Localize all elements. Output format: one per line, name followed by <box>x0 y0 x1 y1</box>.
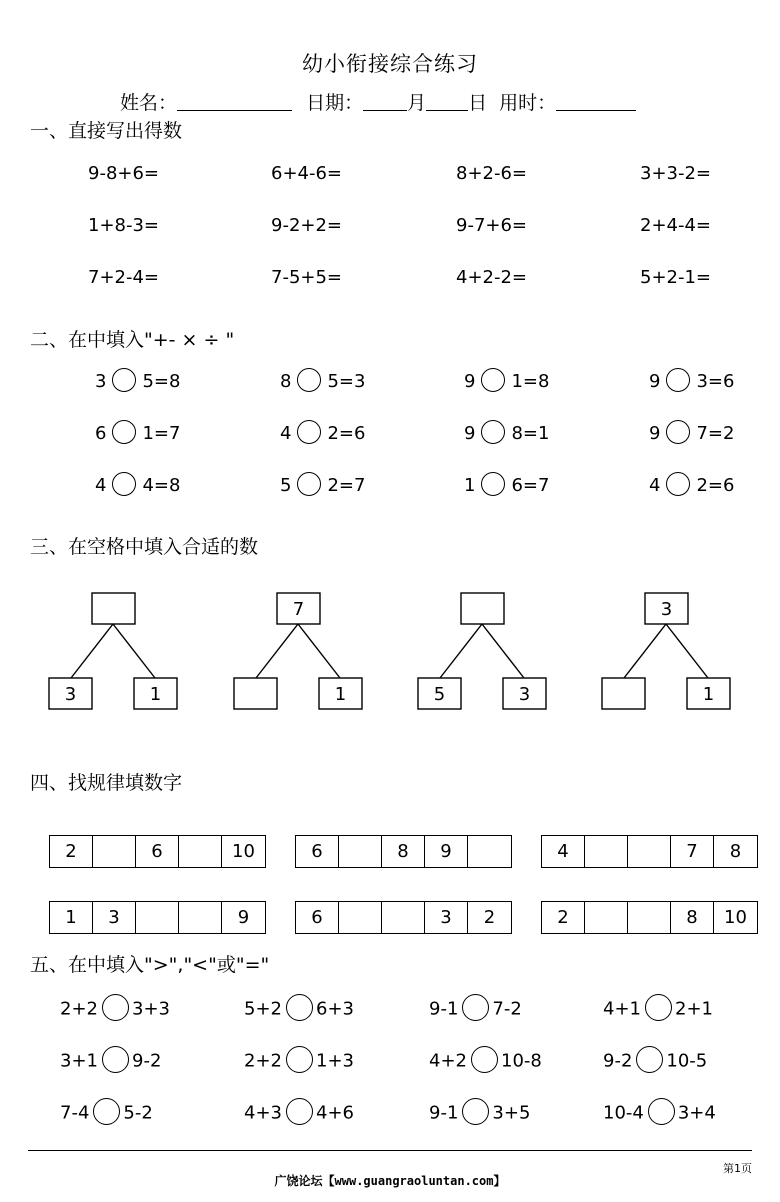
tree-number-top: 7 <box>292 599 305 620</box>
comparison-problem <box>244 996 354 1023</box>
operator-blank-circle[interactable] <box>112 472 136 496</box>
operator-problem <box>95 422 180 446</box>
sequence-row <box>541 901 758 934</box>
equation: 3+3-2= <box>640 163 712 184</box>
comparison-problem <box>60 1048 161 1075</box>
operand-right: 5=3 <box>327 371 366 392</box>
sequence-cell: 6 <box>136 836 179 867</box>
sequence-cell: 2 <box>483 907 496 928</box>
equation: 4+2-2= <box>456 267 528 288</box>
sequence-cell[interactable] <box>628 902 671 933</box>
operator-blank-circle[interactable] <box>297 472 321 496</box>
tree-number-left: 3 <box>64 684 77 705</box>
time-blank <box>556 92 636 111</box>
number-bond-trees <box>0 580 780 720</box>
sequence-cell[interactable] <box>179 902 222 933</box>
sequence-cell: 2 <box>542 902 585 933</box>
date-label: 日期： <box>306 92 364 114</box>
expression-left: 2+2 <box>244 1050 282 1072</box>
footer-divider <box>28 1150 752 1151</box>
comparison-problem <box>429 1100 530 1127</box>
expression-left: 9-1 <box>429 1102 459 1124</box>
operand-right: 2=6 <box>696 475 735 496</box>
tree-number-left: 5 <box>433 684 446 705</box>
operand-left: 5 <box>280 475 292 496</box>
expression-right: 7-2 <box>492 998 522 1020</box>
tree-number-right: 1 <box>149 684 162 705</box>
day-label: 日 <box>468 92 488 114</box>
operator-problem <box>464 370 549 394</box>
footer-site-name: 广饶论坛 <box>274 1174 323 1188</box>
month-label: 月 <box>407 92 427 114</box>
sequence-cell: 10 <box>724 907 747 928</box>
operand-right: 2=7 <box>327 475 366 496</box>
operand-left: 4 <box>95 475 107 496</box>
sequence-cell: 3 <box>93 902 136 933</box>
operator-blank-circle[interactable] <box>666 368 690 392</box>
section3-heading: 三、在空格中填入合适的数 <box>30 536 259 558</box>
sequence-cell: 4 <box>542 836 585 867</box>
month-blank <box>363 92 407 111</box>
operator-problem <box>95 370 180 394</box>
name-label: 姓名： <box>120 92 178 114</box>
operator-problem <box>649 422 734 446</box>
expression-right: 9-2 <box>132 1050 162 1072</box>
section4-heading: 四、找规律填数字 <box>30 772 183 794</box>
operator-problem <box>649 474 734 498</box>
tree-branch-right <box>482 624 524 678</box>
equation: 9-2+2= <box>271 215 343 236</box>
equation: 6+4-6= <box>271 163 343 184</box>
sequence-cell: 8 <box>671 902 714 933</box>
expression-left: 3+1 <box>60 1050 98 1072</box>
comparison-blank-circle[interactable] <box>102 994 129 1021</box>
operand-left: 4 <box>649 475 661 496</box>
expression-left: 7-4 <box>60 1102 90 1124</box>
section5-heading: 五、在中填入">","<"或"=" <box>30 954 270 976</box>
tree-box-left[interactable] <box>234 678 277 709</box>
equation: 5+2-1= <box>640 267 712 288</box>
tree-number-top: 3 <box>660 599 673 620</box>
comparison-problem <box>429 1048 542 1075</box>
comparison-blank-circle[interactable] <box>636 1046 663 1073</box>
comparison-problem <box>60 996 170 1023</box>
comparison-problem <box>429 996 522 1023</box>
expression-left: 9-1 <box>429 998 459 1020</box>
operator-problem <box>464 474 549 498</box>
footer-url: 【www.guangraoluntan.com】 <box>322 1174 506 1188</box>
operand-left: 3 <box>95 371 107 392</box>
section1-heading: 一、直接写出得数 <box>30 120 183 142</box>
operand-left: 9 <box>649 423 661 444</box>
comparison-blank-circle[interactable] <box>648 1098 675 1125</box>
expression-left: 10-4 <box>603 1102 644 1124</box>
operand-right: 8=1 <box>511 423 550 444</box>
sequence-row <box>295 901 512 934</box>
expression-right: 3+5 <box>492 1102 531 1124</box>
expression-left: 4+2 <box>429 1050 467 1072</box>
operand-right: 1=8 <box>511 371 550 392</box>
sequence-cell: 7 <box>671 836 714 867</box>
sequence-cell[interactable] <box>585 836 628 867</box>
comparison-problem <box>244 1100 354 1127</box>
comparison-blank-circle[interactable] <box>471 1046 498 1073</box>
comparison-blank-circle[interactable] <box>286 994 313 1021</box>
operand-right: 3=6 <box>696 371 735 392</box>
expression-right: 10-5 <box>666 1050 708 1072</box>
sequence-row <box>49 835 266 868</box>
operand-left: 9 <box>464 423 476 444</box>
sequence-cell[interactable] <box>179 836 222 867</box>
tree-box-top[interactable] <box>461 593 504 624</box>
sequence-cell: 8 <box>729 841 742 862</box>
expression-left: 4+1 <box>603 998 641 1020</box>
tree-branch-left <box>440 624 482 678</box>
operand-left: 9 <box>464 371 476 392</box>
operator-blank-circle[interactable] <box>112 420 136 444</box>
operator-blank-circle[interactable] <box>297 420 321 444</box>
sequence-cell: 2 <box>50 836 93 867</box>
name-blank <box>177 92 292 111</box>
expression-right: 1+3 <box>316 1050 354 1072</box>
operator-blank-circle[interactable] <box>297 368 321 392</box>
expression-right: 5-2 <box>123 1102 153 1124</box>
expression-left: 2+2 <box>60 998 98 1020</box>
comparison-blank-circle[interactable] <box>286 1098 313 1125</box>
page-title: 幼小衔接综合练习 <box>302 52 478 76</box>
comparison-blank-circle[interactable] <box>462 994 489 1021</box>
operator-problem <box>649 370 734 394</box>
operator-blank-circle[interactable] <box>666 420 690 444</box>
operator-blank-circle[interactable] <box>481 472 505 496</box>
sequence-cell: 6 <box>296 902 339 933</box>
tree-branch-right <box>298 624 340 678</box>
sequence-cell: 9 <box>425 836 468 867</box>
comparison-blank-circle[interactable] <box>93 1098 120 1125</box>
equation: 9-8+6= <box>88 163 160 184</box>
comparison-problem <box>603 1048 707 1075</box>
sequence-cell[interactable] <box>628 836 671 867</box>
time-label: 用时： <box>499 92 557 114</box>
equation: 7+2-4= <box>88 267 160 288</box>
tree-number-right: 1 <box>334 684 347 705</box>
equation: 8+2-6= <box>456 163 528 184</box>
sequence-cell: 9 <box>237 907 250 928</box>
page-number: 第1页 <box>723 1162 752 1175</box>
comparison-problem <box>603 1100 716 1127</box>
comparison-problem <box>60 1100 153 1127</box>
day-blank <box>426 92 468 111</box>
sequence-cell: 10 <box>232 841 255 862</box>
operand-right: 6=7 <box>511 475 550 496</box>
operator-problem <box>280 474 365 498</box>
expression-right: 4+6 <box>316 1102 354 1124</box>
sequence-cell: 6 <box>296 836 339 867</box>
operator-problem <box>95 474 180 498</box>
tree-branch-left <box>624 624 666 678</box>
expression-right: 3+3 <box>132 998 170 1020</box>
sequence-cell[interactable] <box>468 836 511 867</box>
expression-right: 6+3 <box>316 998 354 1020</box>
operand-right: 4=8 <box>142 475 181 496</box>
expression-left: 9-2 <box>603 1050 633 1072</box>
operator-blank-circle[interactable] <box>481 420 505 444</box>
comparison-blank-circle[interactable] <box>645 994 672 1021</box>
equation: 9-7+6= <box>456 215 528 236</box>
tree-branch-right <box>666 624 708 678</box>
operand-left: 8 <box>280 371 292 392</box>
sequence-cell[interactable] <box>136 902 179 933</box>
sequence-row <box>295 835 512 868</box>
section2-heading: 二、在中填入"+- × ÷ " <box>30 329 235 351</box>
comparison-problem <box>603 996 713 1023</box>
sequence-row <box>49 901 266 934</box>
operand-left: 9 <box>649 371 661 392</box>
comparison-blank-circle[interactable] <box>462 1098 489 1125</box>
sequence-cell[interactable] <box>382 902 425 933</box>
sequence-cell[interactable] <box>93 836 136 867</box>
operand-right: 5=8 <box>142 371 181 392</box>
operand-left: 1 <box>464 475 476 496</box>
tree-branch-left <box>256 624 298 678</box>
expression-right: 2+1 <box>675 998 713 1020</box>
sequence-cell[interactable] <box>339 836 382 867</box>
operator-problem <box>464 422 549 446</box>
sequence-row <box>541 835 758 868</box>
operator-blank-circle[interactable] <box>481 368 505 392</box>
operator-problem <box>280 370 365 394</box>
tree-branch-right <box>113 624 155 678</box>
comparison-blank-circle[interactable] <box>102 1046 129 1073</box>
sequence-cell: 3 <box>425 902 468 933</box>
tree-number-right: 3 <box>518 684 531 705</box>
sequence-cell[interactable] <box>339 902 382 933</box>
operator-blank-circle[interactable] <box>666 472 690 496</box>
operand-right: 2=6 <box>327 423 366 444</box>
footer <box>0 1172 780 1189</box>
equation: 7-5+5= <box>271 267 343 288</box>
operand-left: 4 <box>280 423 292 444</box>
operand-left: 6 <box>95 423 107 444</box>
operand-right: 7=2 <box>696 423 735 444</box>
tree-box-left[interactable] <box>602 678 645 709</box>
expression-right: 10-8 <box>501 1050 542 1072</box>
expression-left: 4+3 <box>244 1102 282 1124</box>
expression-left: 5+2 <box>244 998 282 1020</box>
tree-branch-left <box>71 624 113 678</box>
sequence-cell[interactable] <box>585 902 628 933</box>
student-info <box>120 88 636 115</box>
tree-number-right: 1 <box>702 684 715 705</box>
tree-box-top[interactable] <box>92 593 135 624</box>
equation: 1+8-3= <box>88 215 160 236</box>
operand-right: 1=7 <box>142 423 181 444</box>
sequence-cell: 1 <box>50 902 93 933</box>
operator-problem <box>280 422 365 446</box>
comparison-blank-circle[interactable] <box>286 1046 313 1073</box>
expression-right: 3+4 <box>677 1102 716 1124</box>
operator-blank-circle[interactable] <box>112 368 136 392</box>
comparison-problem <box>244 1048 354 1075</box>
equation: 2+4-4= <box>640 215 712 236</box>
sequence-cell: 8 <box>382 836 425 867</box>
